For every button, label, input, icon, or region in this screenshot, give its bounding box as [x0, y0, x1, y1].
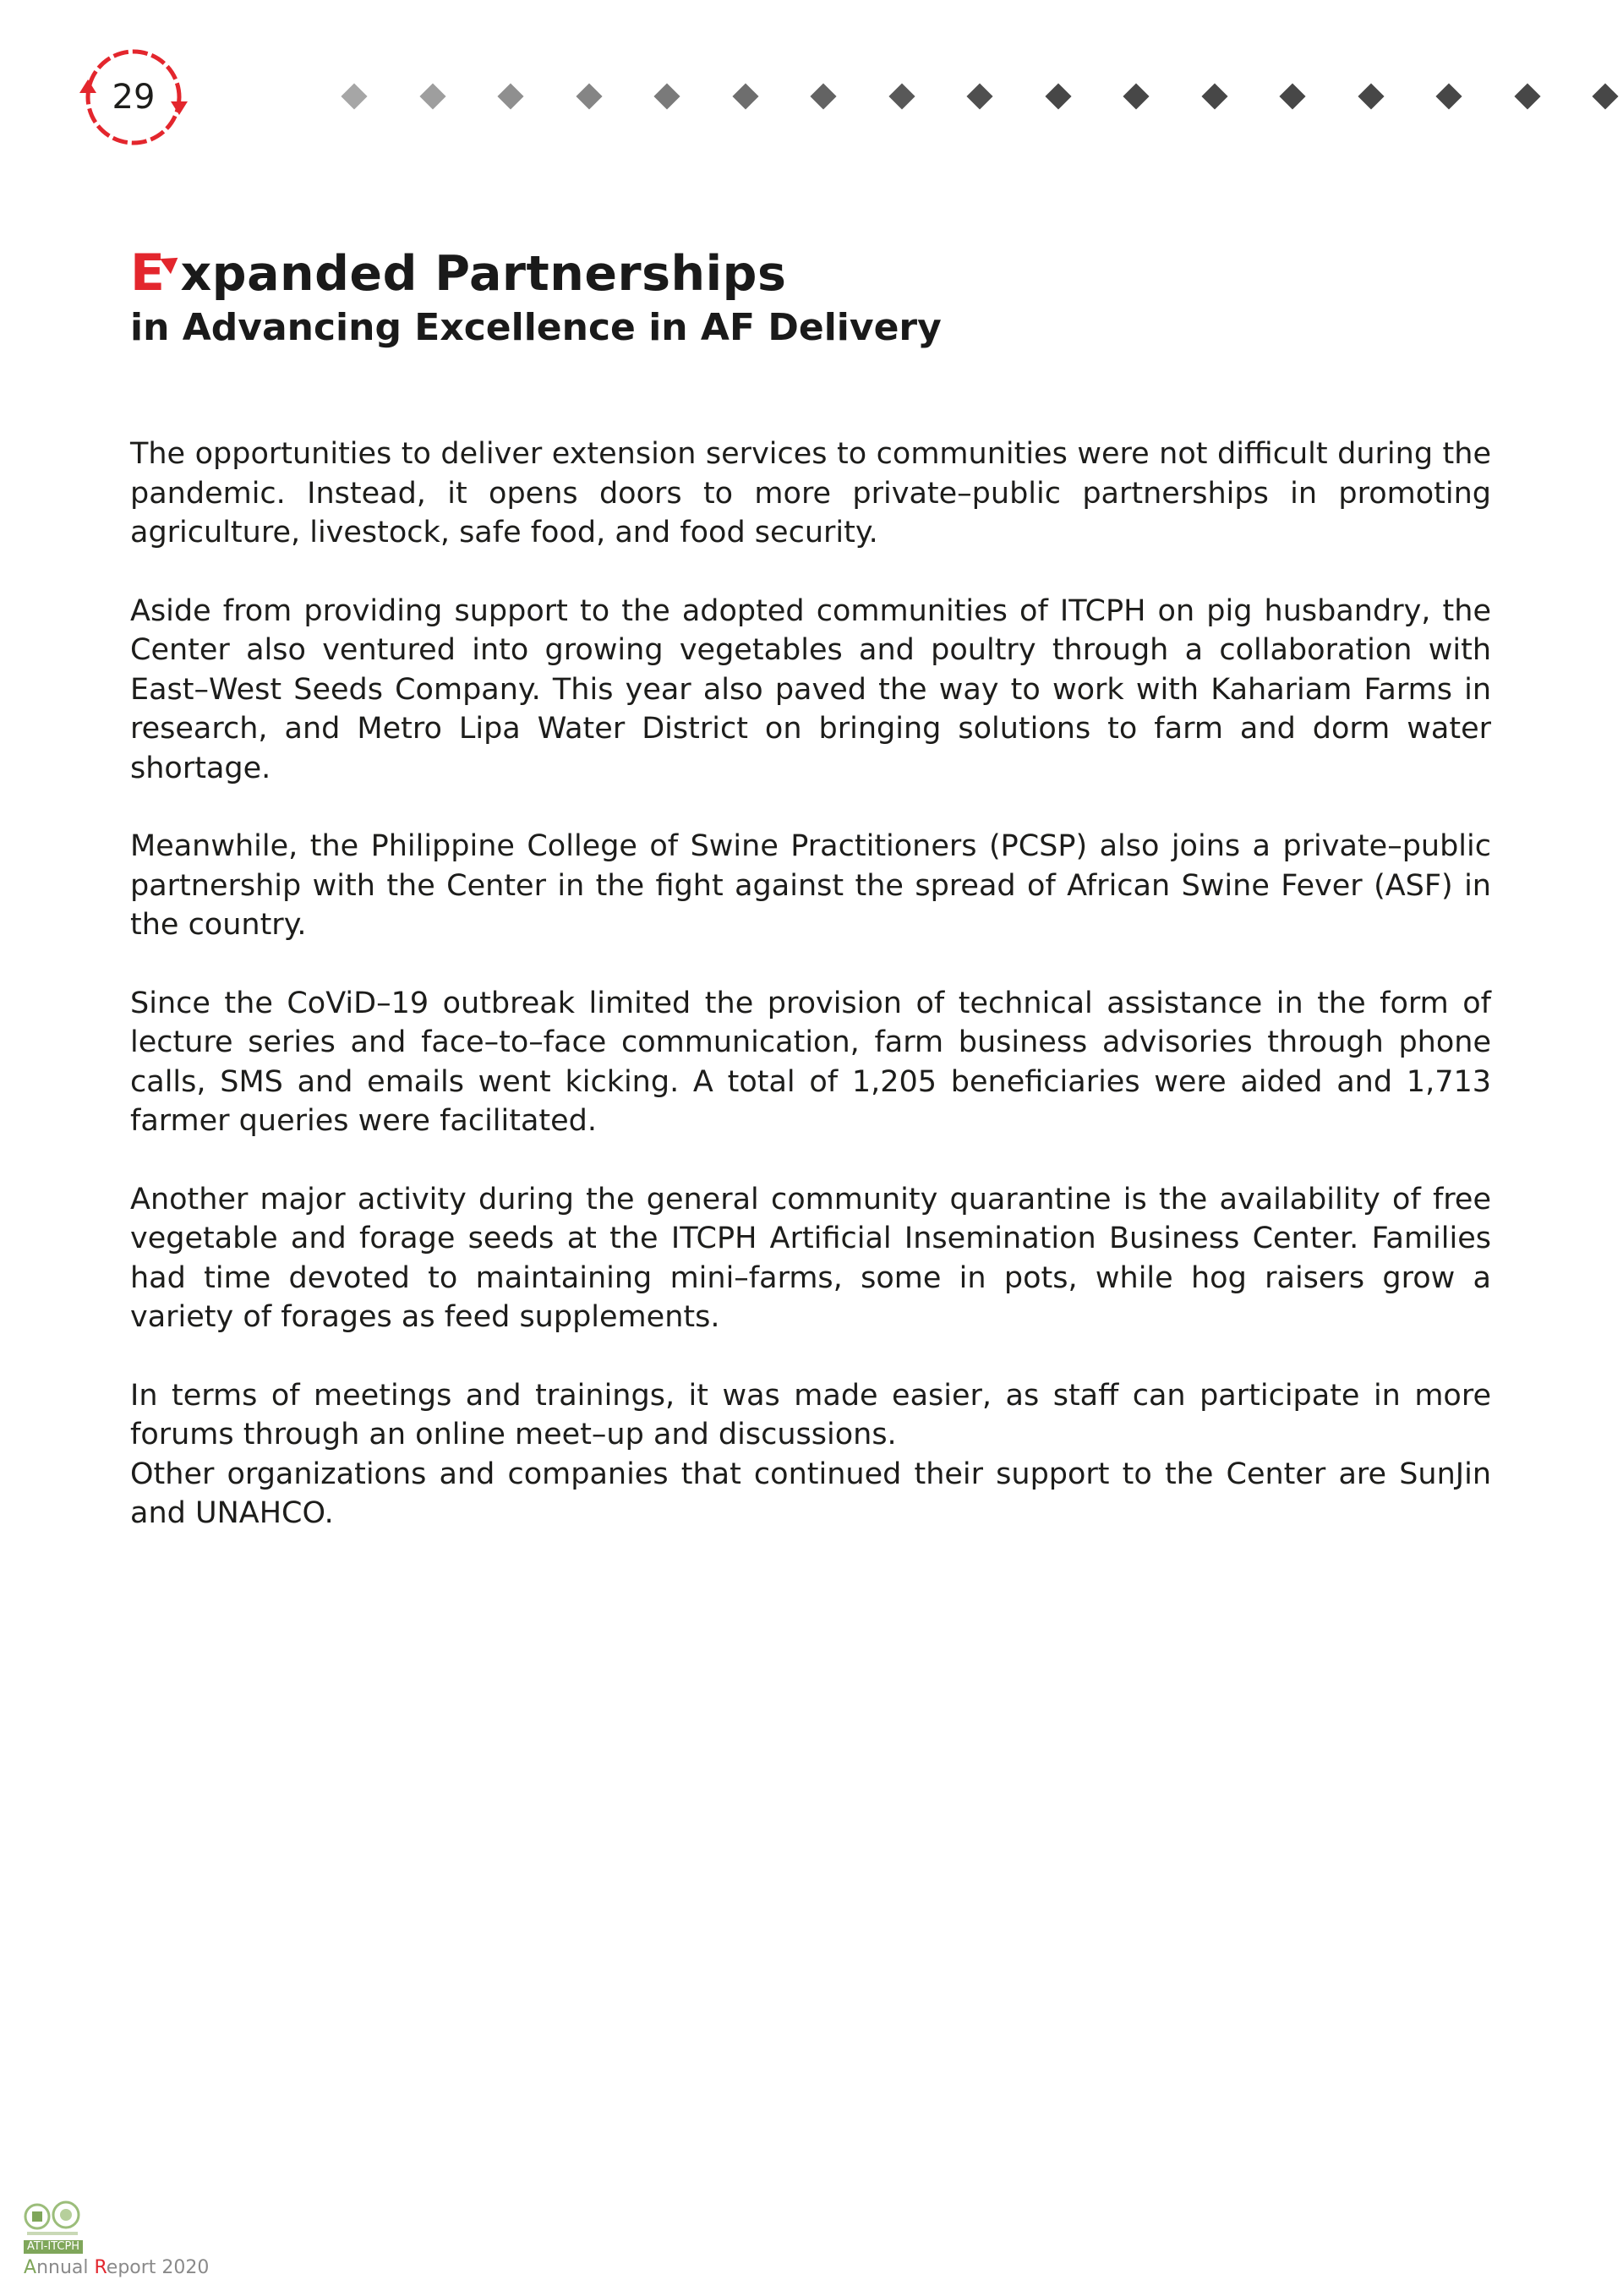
paragraph: Another major activity during the general community quarantine is the availability of free vegetable and forage seeds at the ITCPH Artificial Insemination Business Center. Families had time devoted to maintaining mini–farms, some in pots, while hog raisers grow a variety of forages as feed supplements.: [130, 1182, 1491, 1334]
paragraph: Meanwhile, the Philippine College of Swine Practitioners (PCSP) also joins a private–public partnership with the Center in the fight against the spread of African Swine Fever (ASF) in the country.: [130, 829, 1491, 942]
page-number: 29: [112, 78, 156, 117]
diamond-ornament: [1045, 83, 1071, 109]
section-title: [130, 243, 1500, 303]
title-initial-letter: E: [130, 243, 166, 303]
diamond-ornament: [576, 83, 602, 109]
diamond-ornament: [1279, 83, 1305, 109]
diamond-ornament: [966, 83, 992, 109]
section-title-block: [130, 243, 1500, 352]
diamond-ornament: [497, 83, 523, 109]
article-body: [130, 435, 1491, 1572]
footer-report-rest: eport 2020: [106, 2257, 210, 2278]
ati-itcph-logo-icon: [22, 2195, 90, 2245]
footer: [22, 2195, 276, 2279]
title-text: xpanded Partnerships: [180, 246, 787, 302]
footer-report-title: [24, 2257, 209, 2278]
paragraph: The opportunities to deliver extension services to communities were not difficult during the pandemic. Instead, it opens doors to more private–public partnerships in promoting agriculture, livestock, safe food, and food security.: [130, 437, 1491, 549]
diamond-ornament: [732, 83, 758, 109]
footer-report-r: R: [94, 2257, 107, 2278]
paragraph: In terms of meetings and trainings, it was made easier, as staff can participate in more forums through an online meet–up and discussions.: [130, 1378, 1491, 1451]
diamond-ornament: [810, 83, 836, 109]
footer-report-nnual: nnual: [36, 2257, 95, 2278]
diamond-ornament: [1435, 83, 1462, 109]
paragraph: Aside from providing support to the adopted communities of ITCPH on pig husbandry, the Center also ventured into growing vegetables and poultry through a collaboration with East–West Seeds Company. This year also paved the way to work with Kahariam Farms in research, and Metro Lipa Water District on bringing solutions to farm and dorm water shortage.: [130, 593, 1491, 785]
decorative-diamond-row: [338, 83, 1623, 117]
diamond-ornament: [1358, 83, 1384, 109]
footer-report-a: A: [24, 2257, 37, 2278]
diamond-ornament: [341, 83, 367, 109]
diamond-ornament: [1592, 83, 1618, 109]
section-subtitle: in Advancing Excellence in AF Delivery: [130, 306, 942, 349]
diamond-ornament: [1514, 83, 1540, 109]
footer-org-label: ATI-ITCPH: [24, 2240, 83, 2254]
paragraph: Since the CoViD–19 outbreak limited the provision of technical assistance in the form of lecture series and face–to–face communication, farm business advisories through phone calls, SMS and emails went kicking. A total of 1,205 beneficiaries were aided and 1,713 farmer queries were facilitated.: [130, 986, 1491, 1138]
diamond-ornament: [1201, 83, 1227, 109]
diamond-ornament: [419, 83, 445, 109]
paragraph: Other organizations and companies that continued their support to the Center are SunJin and UNAHCO.: [130, 1457, 1491, 1530]
diamond-ornament: [653, 83, 680, 109]
diamond-ornament: [888, 83, 915, 109]
page-number-badge: [74, 46, 193, 149]
diamond-ornament: [1123, 83, 1149, 109]
